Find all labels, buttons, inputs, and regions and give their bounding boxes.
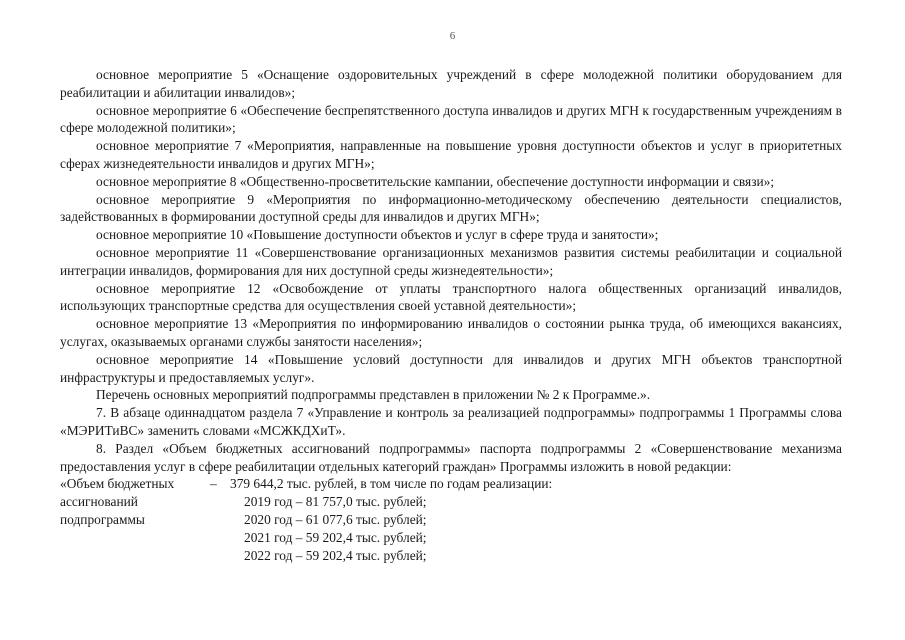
- paragraph: основное мероприятие 14 «Повышение условий доступности для инвалидов и других МГН объектов транспортной инфраструктуры и предоставляемых услуг».: [60, 351, 842, 385]
- budget-year-value: 2021 год – 59 202,4 тыс. рублей;: [244, 529, 427, 545]
- paragraph: основное мероприятие 9 «Мероприятия по информационно-методическому обеспечению деятельности специалистов, задействованных в формировании доступной среды для инвалидов и других МГН»;: [60, 191, 842, 225]
- paragraph: основное мероприятие 11 «Совершенствование организационных механизмов развития системы реабилитации и социальной интеграции инвалидов, формирования для них доступной среды жизнедеятельности»;: [60, 244, 842, 278]
- budget-year-value: 2022 год – 59 202,4 тыс. рублей;: [244, 547, 427, 563]
- budget-row: [60, 547, 842, 565]
- paragraph: 7. В абзаце одиннадцатом раздела 7 «Управление и контроль за реализацией подпрограммы» подпрограммы 1 Программы слова «МЭРИТиВС» заменить словами «МСЖКДХиТ».: [60, 405, 842, 438]
- paragraph: Перечень основных мероприятий подпрограммы представлен в приложении № 2 к Программе.».: [96, 387, 651, 403]
- budget-label: «Объем бюджетных: [60, 476, 175, 492]
- paragraph: основное мероприятие 10 «Повышение доступности объектов и услуг в сфере труда и занятости»;: [96, 227, 659, 243]
- budget-total: 379 644,2 тыс. рублей, в том числе по годам реализации:: [230, 476, 553, 492]
- budget-year-value: 2019 год – 81 757,0 тыс. рублей;: [244, 494, 427, 510]
- budget-dash: –: [210, 476, 217, 492]
- budget-table: [60, 475, 842, 564]
- document-body: [60, 66, 842, 564]
- paragraph: основное мероприятие 12 «Освобождение от уплаты транспортного налога общественных организаций инвалидов, использующих транспортные средства для осуществления своей уставной деятельности»;: [60, 280, 842, 314]
- paragraph: основное мероприятие 7 «Мероприятия, направленные на повышение уровня доступности объектов и услуг в приоритетных сферах жизнедеятельности инвалидов и других МГН»;: [60, 138, 842, 171]
- budget-row: [60, 511, 842, 529]
- budget-row: [60, 493, 842, 511]
- page-number: 6: [449, 30, 456, 42]
- paragraph: основное мероприятие 5 «Оснащение оздоровительных учреждений в сфере молодежной политики оборудованием для реабилитации и абилитации инвалидов»;: [60, 67, 842, 100]
- paragraph: основное мероприятие 6 «Обеспечение беспрепятственного доступа инвалидов и других МГН к государственным учреждениям в сфере молодежной политики»;: [60, 102, 842, 136]
- paragraph: основное мероприятие 8 «Общественно-просветительские кампании, обеспечение доступности информации и связи»;: [96, 173, 775, 189]
- budget-label: подпрограммы: [60, 511, 145, 527]
- paragraph: 8. Раздел «Объем бюджетных ассигнований подпрограммы» паспорта подпрограммы 2 «Совершенствование механизма предоставления услуг в сфере реабилитации отдельных категорий граждан» Программы изложить в новой редакции:: [60, 440, 842, 474]
- paragraph: основное мероприятие 13 «Мероприятия по информированию инвалидов о состоянии рынка труда, об имеющихся вакансиях, услугах, оказываемых органами службы занятости населения»;: [60, 316, 842, 349]
- budget-row: [60, 529, 842, 547]
- budget-year-value: 2020 год – 61 077,6 тыс. рублей;: [244, 511, 427, 527]
- budget-label: ассигнований: [60, 494, 138, 510]
- budget-row: [60, 475, 842, 493]
